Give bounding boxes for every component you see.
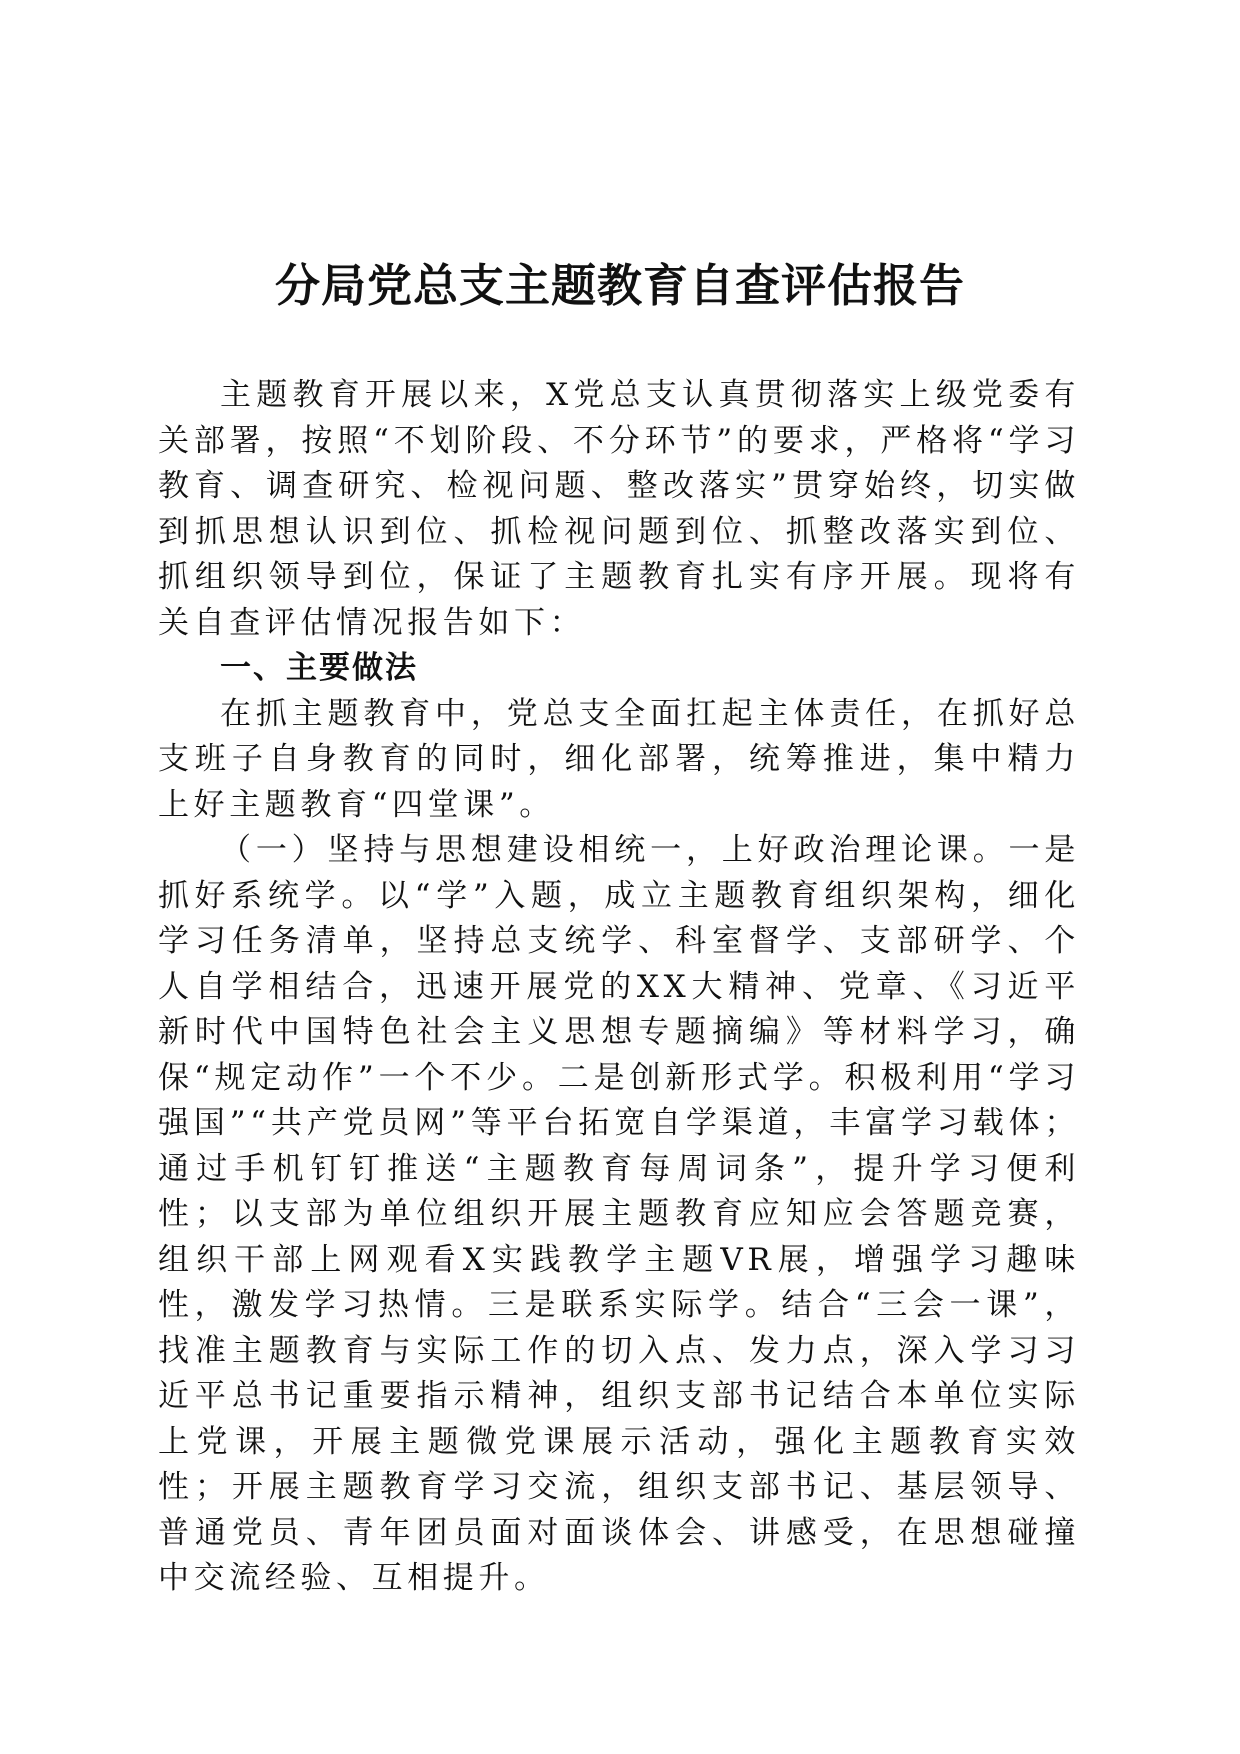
- section-heading-main-practices: 一、主要做法: [220, 650, 418, 686]
- section-intro-paragraph: 在抓主题教育中，党总支全面扛起主体责任，在抓好总支班子自身教育的同时，细化部署，统筹推进，集中精力上好主题教育“四堂课”。: [158, 695, 1080, 823]
- document-title: 分局党总支主题教育自查评估报告: [274, 259, 965, 312]
- document-body: [158, 373, 1080, 1602]
- intro-paragraph: 主题教育开展以来，X党总支认真贯彻落实上级党委有关部署，按照“不划阶段、不分环节”的要求，严格将“学习教育、调查研究、检视问题、整改落实”贯穿始终，切实做到抓思想认识到位、抓检视问题到位、抓整改落实到位、抓组织领导到位，保证了主题教育扎实有序开展。现将有关自查评估情况报告如下：: [158, 377, 1080, 641]
- subsection-paragraph-political-theory: （一）坚持与思想建设相统一，上好政治理论课。一是抓好系统学。以“学”入题，成立主题教育组织架构，细化学习任务清单，坚持总支统学、科室督学、支部研学、个人自学相结合，迅速开展党的XX大精神、党章、《习近平新时代中国特色社会主义思想专题摘编》等材料学习，确保“规定动作”一个不少。二是创新形式学。积极利用“学习强国”“共产党员网”等平台拓宽自学渠道，丰富学习载体；通过手机钉钉推送“主题教育每周词条”，提升学习便利性；以支部为单位组织开展主题教育应知应会答题竞赛，组织干部上网观看X实践教学主题VR展，增强学习趣味性，激发学习热情。三是联系实际学。结合“三会一课”，找准主题教育与实际工作的切入点、发力点，深入学习习近平总书记重要指示精神，组织支部书记结合本单位实际上党课，开展主题微党课展示活动，强化主题教育实效性；开展主题教育学习交流，组织支部书记、基层领导、普通党员、青年团员面对面谈体会、讲感受，在思想碰撞中交流经验、互相提升。: [158, 832, 1080, 1596]
